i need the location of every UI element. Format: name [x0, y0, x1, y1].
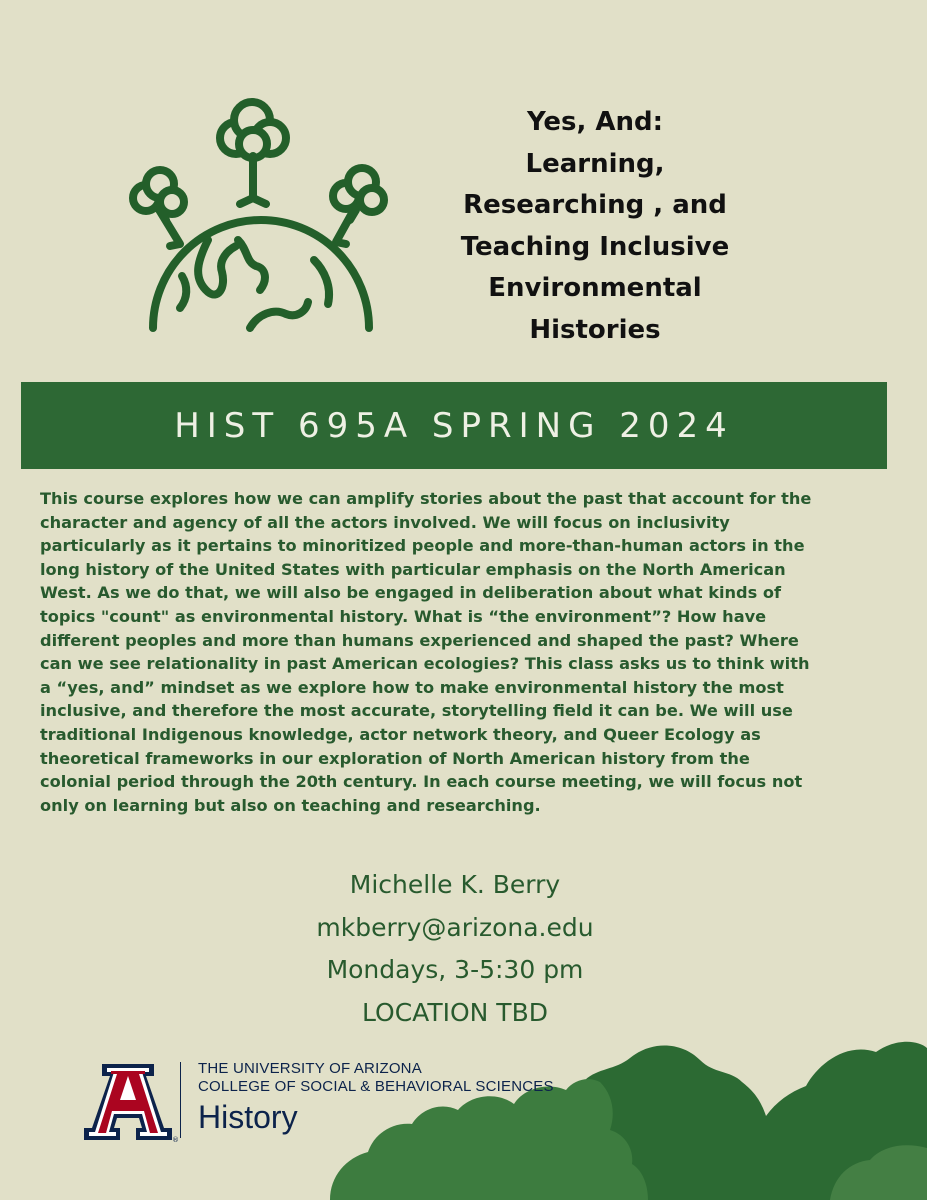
title-line: Yes, And: — [526, 107, 664, 137]
contact-info — [250, 864, 660, 1034]
course-title — [420, 102, 770, 351]
description-line: theoretical frameworks in our exploration of North American history from the — [40, 748, 750, 768]
description-line: a “yes, and” mindset as we explore how to make environmental history the most — [40, 677, 784, 697]
description-line: inclusive, and therefore the most accurate, storytelling field it can be. We will use — [40, 701, 793, 721]
banner-text: HIST 695A SPRING 2024 — [174, 405, 734, 446]
description-line: particularly as it pertains to minoritized people and more-than-human actors in the — [40, 536, 805, 556]
university-wordmark — [198, 1060, 554, 1136]
university-name: THE UNIVERSITY OF ARIZONA — [198, 1060, 422, 1077]
meeting-location: LOCATION TBD — [362, 997, 548, 1027]
logo-divider — [180, 1062, 181, 1138]
description-line: topics "count" as environmental history. What is “the environment”? How have — [40, 606, 767, 626]
title-line: Researching , and — [463, 190, 727, 220]
course-code-banner — [21, 382, 887, 469]
description-line: long history of the United States with particular emphasis on the North American — [40, 559, 786, 579]
description-line: colonial period through the 20th century. In each course meeting, we will focus not — [40, 772, 803, 792]
description-line: different peoples and more than humans experienced and shaped the past? Where — [40, 630, 799, 650]
description-line: can we see relationality in past American ecologies? This class asks us to think with — [40, 654, 810, 674]
department-name: History — [198, 1099, 298, 1135]
description-line: traditional Indigenous knowledge, actor network theory, and Queer Ecology as — [40, 724, 761, 744]
instructor-email[interactable]: mkberry@arizona.edu — [316, 912, 594, 942]
svg-text:®: ® — [172, 1136, 179, 1144]
course-description — [40, 487, 892, 817]
description-line: West. As we do that, we will also be engaged in deliberation about what kinds of — [40, 583, 782, 603]
university-a-icon — [80, 1062, 179, 1144]
title-line: Histories — [529, 314, 661, 345]
college-name: COLLEGE OF SOCIAL & BEHAVIORAL SCIENCES — [198, 1078, 554, 1095]
title-line: Learning, — [525, 148, 665, 179]
description-line: character and agency of all the actors involved. We will focus on inclusivity — [40, 512, 730, 532]
meeting-schedule: Mondays, 3-5:30 pm — [326, 955, 584, 984]
title-line: Teaching Inclusive — [460, 231, 730, 262]
title-line: Environmental — [488, 273, 702, 303]
description-line: This course explores how we can amplify stories about the past that account for the — [40, 489, 812, 508]
instructor-name: Michelle K. Berry — [349, 870, 561, 899]
description-line: only on learning but also on teaching and researching. — [40, 795, 541, 815]
globe-trees-icon — [118, 100, 388, 340]
